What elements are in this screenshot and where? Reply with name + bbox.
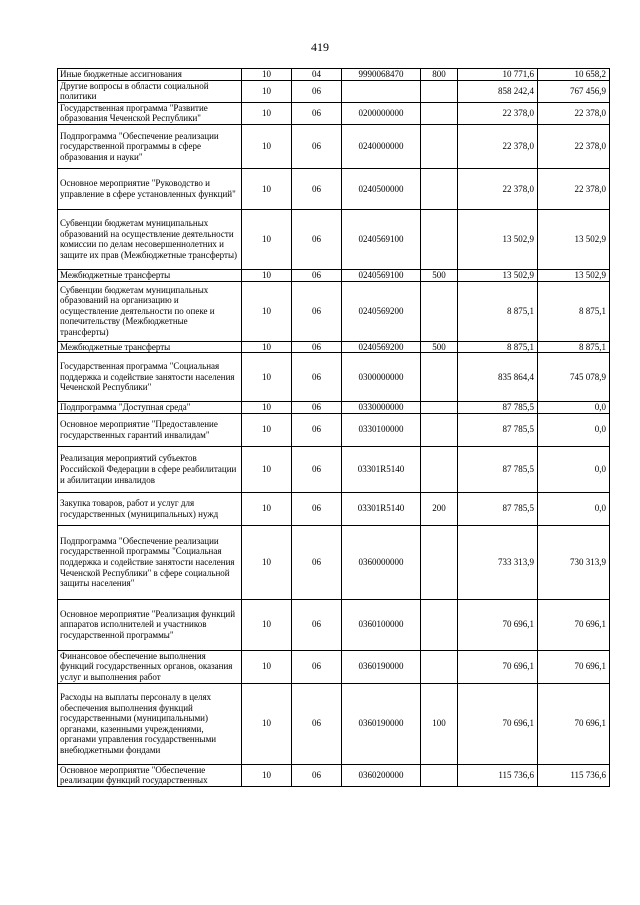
subsection-code-cell: 06: [292, 269, 342, 281]
amount-year2-cell: 767 456,9: [538, 80, 610, 102]
amount-year2-cell: 0,0: [538, 413, 610, 446]
section-code-cell: 10: [242, 281, 292, 341]
subsection-code-cell: 06: [292, 446, 342, 492]
target-article-cell: 0360190000: [342, 650, 421, 683]
subsection-code-cell: 06: [292, 764, 342, 786]
amount-year2-cell: 0,0: [538, 492, 610, 525]
table-row: [58, 683, 610, 764]
table-row: [58, 599, 610, 650]
row-name-cell: Основное мероприятие "Обеспечение реализации функций государственных: [58, 764, 242, 786]
row-name-cell: Субвенции бюджетам муниципальных образований на организацию и осуществление деятельности по опеке и попечительству (Межбюджетные трансферты): [58, 281, 242, 341]
amount-year1-cell: 115 736,6: [458, 764, 538, 786]
target-article-cell: 0240569200: [342, 281, 421, 341]
section-code-cell: 10: [242, 446, 292, 492]
subsection-code-cell: 06: [292, 353, 342, 402]
page-number: 419: [311, 40, 329, 54]
table-row: [58, 102, 610, 124]
row-name-cell: Подпрограмма "Обеспечение реализации государственной программы "Социальная поддержка и содействие занятости населения Чеченской Республики" в сфере социальной защиты населения": [58, 525, 242, 599]
amount-year1-cell: 70 696,1: [458, 650, 538, 683]
amount-year1-cell: 733 313,9: [458, 525, 538, 599]
expense-type-cell: [421, 525, 458, 599]
subsection-code-cell: 06: [292, 80, 342, 102]
subsection-code-cell: 06: [292, 599, 342, 650]
amount-year2-cell: 13 502,9: [538, 269, 610, 281]
amount-year1-cell: 835 864,4: [458, 353, 538, 402]
subsection-code-cell: 06: [292, 209, 342, 269]
amount-year1-cell: 70 696,1: [458, 683, 538, 764]
section-code-cell: 10: [242, 209, 292, 269]
table-row: [58, 168, 610, 209]
section-code-cell: 10: [242, 269, 292, 281]
subsection-code-cell: 04: [292, 69, 342, 81]
amount-year2-cell: 70 696,1: [538, 650, 610, 683]
amount-year2-cell: 22 378,0: [538, 102, 610, 124]
amount-year1-cell: 22 378,0: [458, 124, 538, 168]
expense-type-cell: [421, 281, 458, 341]
row-name-cell: Межбюджетные трансферты: [58, 341, 242, 353]
table-row: [58, 402, 610, 414]
section-code-cell: 10: [242, 525, 292, 599]
row-name-cell: Подпрограмма "Доступная среда": [58, 402, 242, 414]
amount-year1-cell: 70 696,1: [458, 599, 538, 650]
expense-type-cell: 100: [421, 683, 458, 764]
expense-type-cell: [421, 209, 458, 269]
table-row: [58, 80, 610, 102]
subsection-code-cell: 06: [292, 124, 342, 168]
table-row: [58, 446, 610, 492]
target-article-cell: 0200000000: [342, 102, 421, 124]
subsection-code-cell: 06: [292, 102, 342, 124]
subsection-code-cell: 06: [292, 413, 342, 446]
row-name-cell: Подпрограмма "Обеспечение реализации государственной программы в сфере образования и науки": [58, 124, 242, 168]
expense-type-cell: [421, 599, 458, 650]
amount-year2-cell: 730 313,9: [538, 525, 610, 599]
table-row: [58, 341, 610, 353]
target-article-cell: 0330000000: [342, 402, 421, 414]
expense-type-cell: 200: [421, 492, 458, 525]
amount-year1-cell: 858 242,4: [458, 80, 538, 102]
amount-year2-cell: 10 658,2: [538, 69, 610, 81]
amount-year1-cell: 13 502,9: [458, 209, 538, 269]
table-row: [58, 650, 610, 683]
amount-year1-cell: 10 771,6: [458, 69, 538, 81]
row-name-cell: Основное мероприятие "Руководство и управление в сфере установленных функций": [58, 168, 242, 209]
amount-year2-cell: 13 502,9: [538, 209, 610, 269]
target-article-cell: 0240000000: [342, 124, 421, 168]
expense-type-cell: [421, 446, 458, 492]
table-row: [58, 269, 610, 281]
subsection-code-cell: 06: [292, 341, 342, 353]
subsection-code-cell: 06: [292, 402, 342, 414]
section-code-cell: 10: [242, 764, 292, 786]
section-code-cell: 10: [242, 80, 292, 102]
target-article-cell: 0240569200: [342, 341, 421, 353]
row-name-cell: Расходы на выплаты персоналу в целях обеспечения выполнения функций государственными (муниципальными) органами, казенными учреждениями, органами управления государственными внебюджетными фондами: [58, 683, 242, 764]
amount-year2-cell: 745 078,9: [538, 353, 610, 402]
amount-year2-cell: 115 736,6: [538, 764, 610, 786]
amount-year2-cell: 22 378,0: [538, 124, 610, 168]
section-code-cell: 10: [242, 413, 292, 446]
section-code-cell: 10: [242, 168, 292, 209]
table-row: [58, 209, 610, 269]
amount-year2-cell: 70 696,1: [538, 599, 610, 650]
target-article-cell: 0360190000: [342, 683, 421, 764]
table-row: [58, 413, 610, 446]
row-name-cell: Иные бюджетные ассигнования: [58, 69, 242, 81]
row-name-cell: Другие вопросы в области социальной политики: [58, 80, 242, 102]
table-row: [58, 69, 610, 81]
target-article-cell: 0360000000: [342, 525, 421, 599]
amount-year1-cell: 22 378,0: [458, 102, 538, 124]
expense-type-cell: 800: [421, 69, 458, 81]
expense-type-cell: [421, 168, 458, 209]
table-row: [58, 525, 610, 599]
table-row: [58, 124, 610, 168]
section-code-cell: 10: [242, 492, 292, 525]
amount-year1-cell: 22 378,0: [458, 168, 538, 209]
amount-year1-cell: 87 785,5: [458, 413, 538, 446]
amount-year1-cell: 87 785,5: [458, 402, 538, 414]
row-name-cell: Основное мероприятие "Реализация функций аппаратов исполнителей и участников государственной программы": [58, 599, 242, 650]
amount-year2-cell: 0,0: [538, 446, 610, 492]
subsection-code-cell: 06: [292, 168, 342, 209]
subsection-code-cell: 06: [292, 650, 342, 683]
amount-year1-cell: 87 785,5: [458, 446, 538, 492]
section-code-cell: 10: [242, 402, 292, 414]
budget-table: [57, 68, 610, 787]
expense-type-cell: [421, 80, 458, 102]
subsection-code-cell: 06: [292, 492, 342, 525]
table-row: [58, 764, 610, 786]
amount-year1-cell: 8 875,1: [458, 281, 538, 341]
target-article-cell: 0360100000: [342, 599, 421, 650]
target-article-cell: 9990068470: [342, 69, 421, 81]
section-code-cell: 10: [242, 353, 292, 402]
expense-type-cell: [421, 124, 458, 168]
section-code-cell: 10: [242, 650, 292, 683]
table-body: [58, 69, 610, 787]
expense-type-cell: 500: [421, 269, 458, 281]
target-article-cell: 03301R5140: [342, 446, 421, 492]
row-name-cell: Субвенции бюджетам муниципальных образований на осуществление деятельности комиссии по делам несовершеннолетних и защите их прав (Межбюджетные трансферты): [58, 209, 242, 269]
section-code-cell: 10: [242, 683, 292, 764]
amount-year2-cell: 70 696,1: [538, 683, 610, 764]
section-code-cell: 10: [242, 341, 292, 353]
amount-year1-cell: 13 502,9: [458, 269, 538, 281]
row-name-cell: Реализация мероприятий субъектов Российской Федерации в сфере реабилитации и абилитации инвалидов: [58, 446, 242, 492]
expense-type-cell: 500: [421, 341, 458, 353]
section-code-cell: 10: [242, 102, 292, 124]
row-name-cell: Финансовое обеспечение выполнения функций государственных органов, оказания услуг и выполнения работ: [58, 650, 242, 683]
target-article-cell: 0240569100: [342, 209, 421, 269]
amount-year2-cell: 0,0: [538, 402, 610, 414]
expense-type-cell: [421, 764, 458, 786]
target-article-cell: 0240569100: [342, 269, 421, 281]
row-name-cell: Основное мероприятие "Предоставление государственных гарантий инвалидам": [58, 413, 242, 446]
subsection-code-cell: 06: [292, 683, 342, 764]
table-row: [58, 353, 610, 402]
expense-type-cell: [421, 102, 458, 124]
amount-year1-cell: 8 875,1: [458, 341, 538, 353]
row-name-cell: Государственная программа "Развитие образования Чеченской Республики": [58, 102, 242, 124]
target-article-cell: 0300000000: [342, 353, 421, 402]
section-code-cell: 10: [242, 599, 292, 650]
row-name-cell: Государственная программа "Социальная поддержка и содействие занятости населения Чеченской Республики": [58, 353, 242, 402]
amount-year2-cell: 22 378,0: [538, 168, 610, 209]
target-article-cell: 0330100000: [342, 413, 421, 446]
row-name-cell: Закупка товаров, работ и услуг для государственных (муниципальных) нужд: [58, 492, 242, 525]
expense-type-cell: [421, 353, 458, 402]
amount-year1-cell: 87 785,5: [458, 492, 538, 525]
amount-year2-cell: 8 875,1: [538, 281, 610, 341]
section-code-cell: 10: [242, 69, 292, 81]
row-name-cell: Межбюджетные трансферты: [58, 269, 242, 281]
target-article-cell: 0240500000: [342, 168, 421, 209]
target-article-cell: 03301R5140: [342, 492, 421, 525]
table-row: [58, 492, 610, 525]
subsection-code-cell: 06: [292, 525, 342, 599]
amount-year2-cell: 8 875,1: [538, 341, 610, 353]
expense-type-cell: [421, 650, 458, 683]
table-row: [58, 281, 610, 341]
expense-type-cell: [421, 402, 458, 414]
target-article-cell: 0360200000: [342, 764, 421, 786]
section-code-cell: 10: [242, 124, 292, 168]
target-article-cell: [342, 80, 421, 102]
subsection-code-cell: 06: [292, 281, 342, 341]
expense-type-cell: [421, 413, 458, 446]
